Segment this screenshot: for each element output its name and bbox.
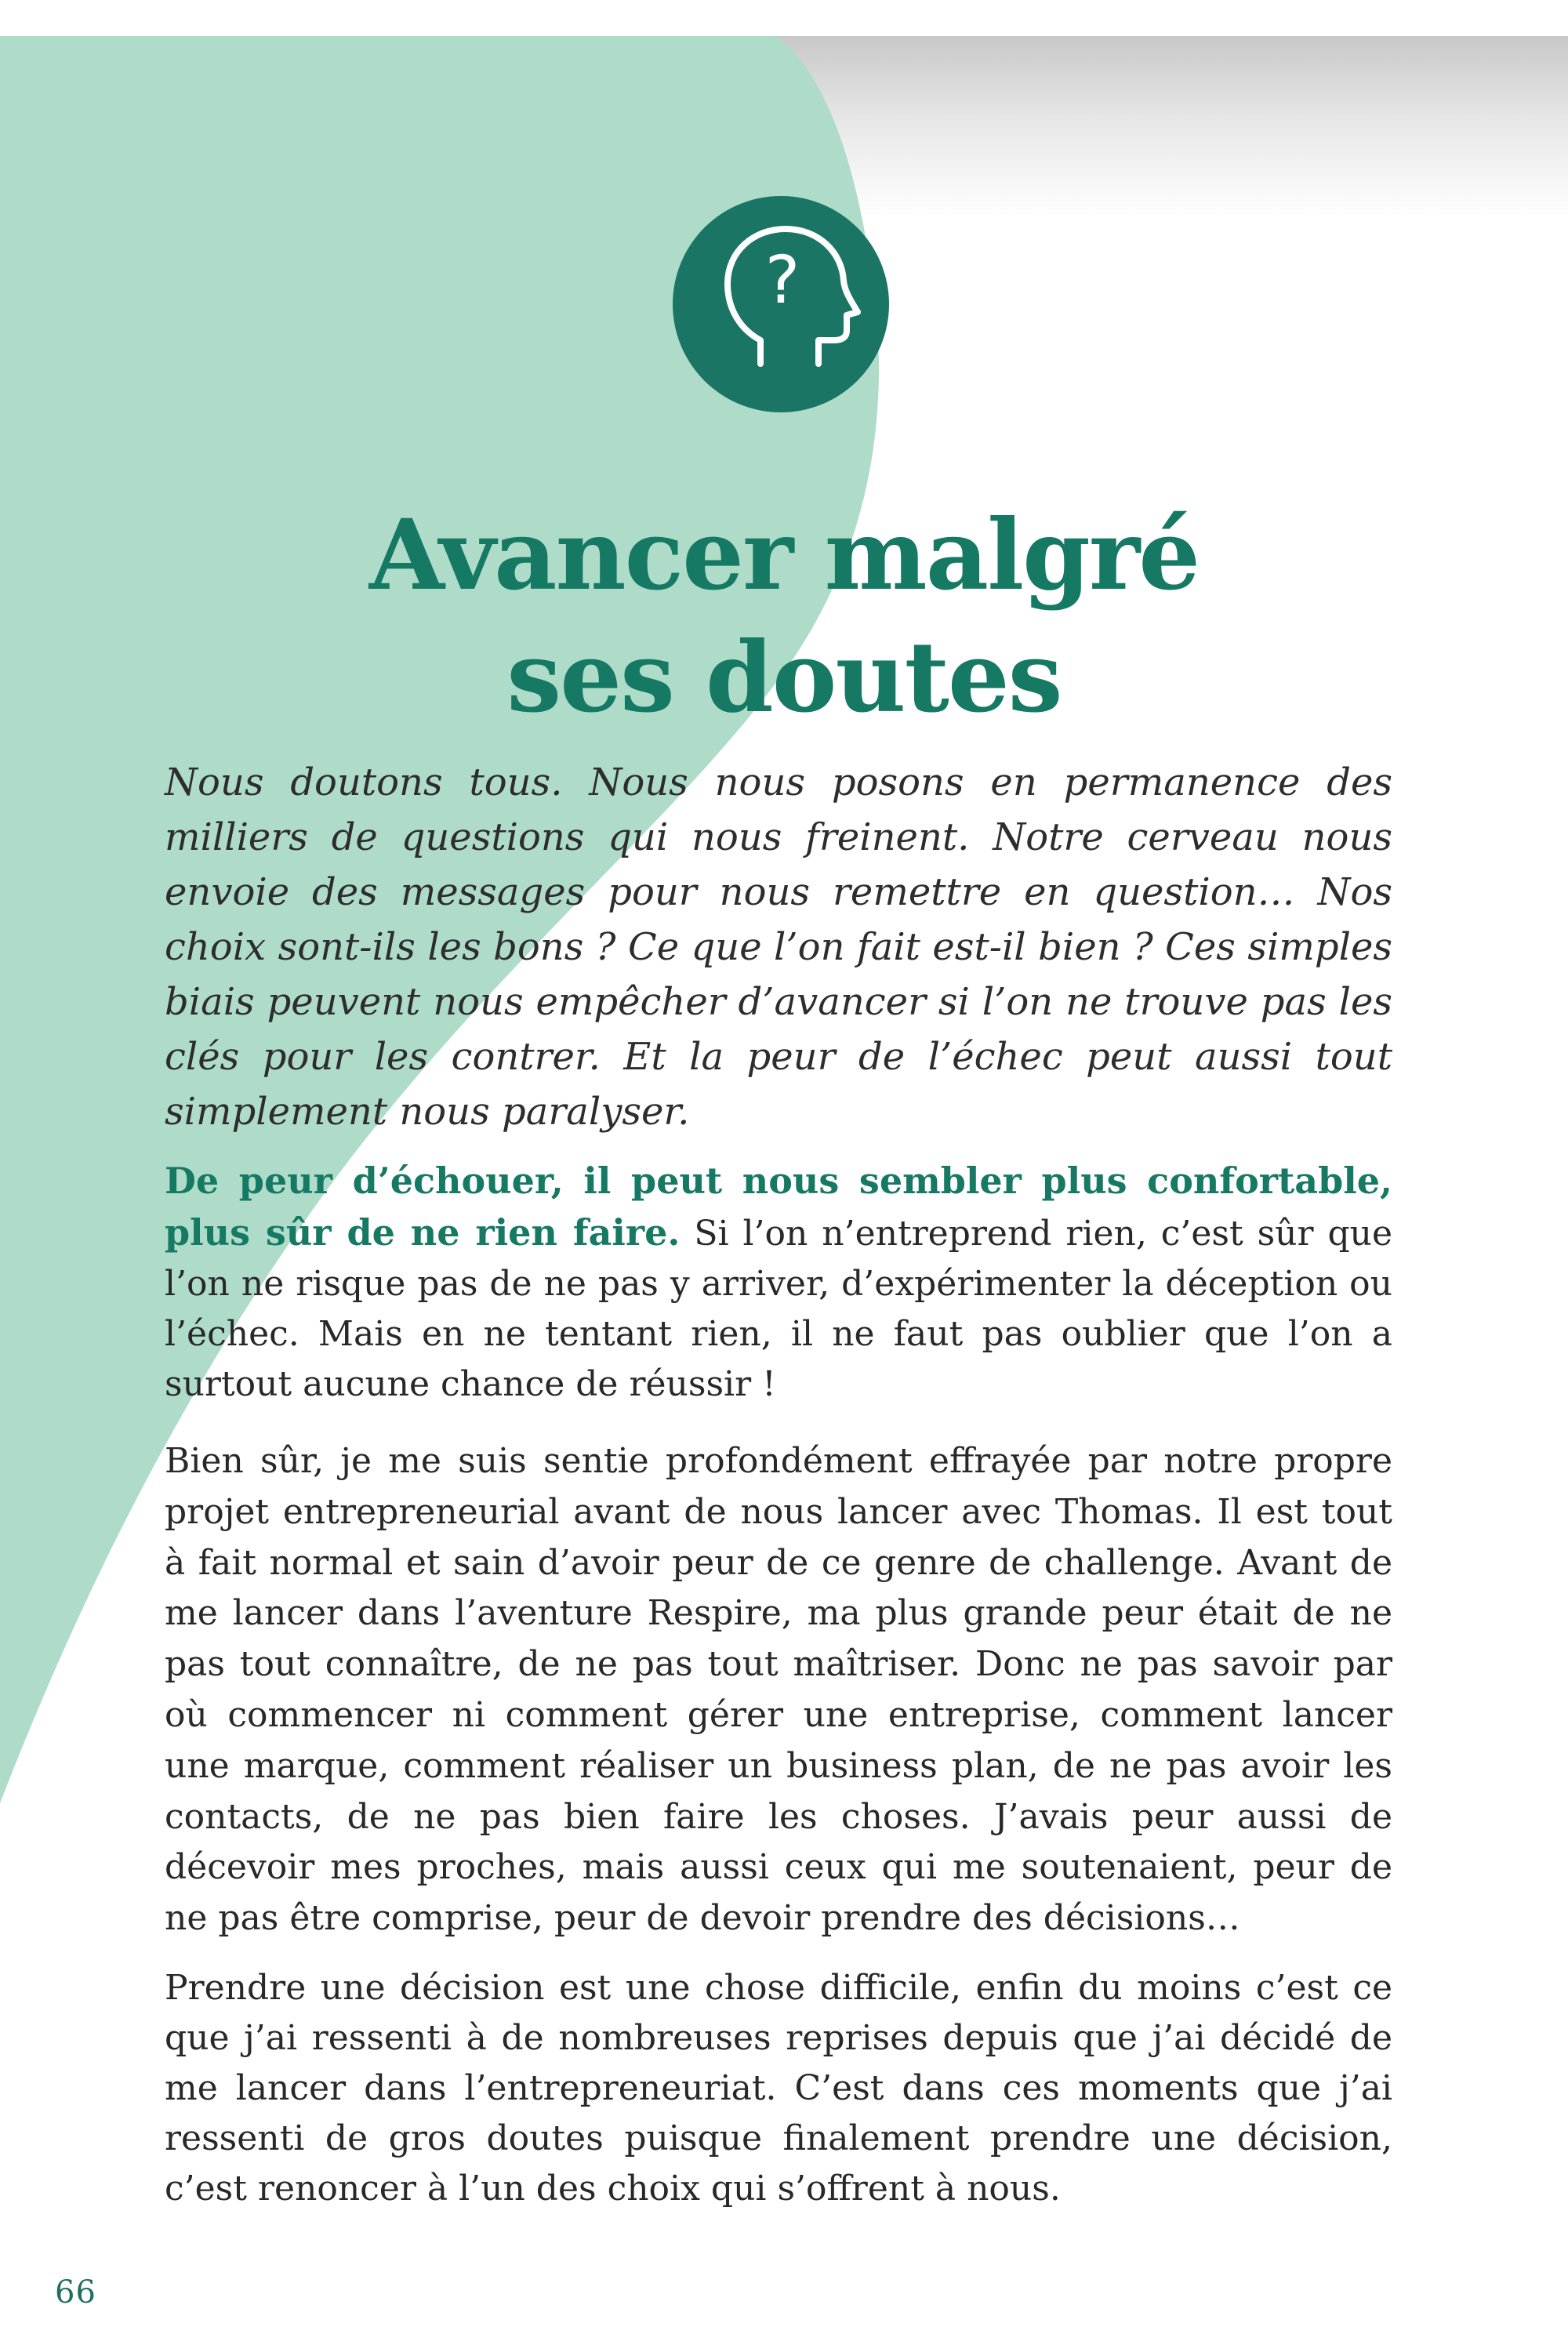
svg-text:?: ?	[764, 241, 800, 318]
paragraph-1	[165, 1156, 1392, 1410]
page-number: 66	[55, 2274, 96, 2310]
title-line-1: Avancer malgré	[368, 499, 1200, 613]
head-question-mark-icon	[673, 196, 889, 412]
title-line-2: ses doutes	[506, 621, 1062, 735]
paragraph-1-lead: De peur d’échouer, il peut nous sembler plus confortable, plus sûr de ne rien faire.	[165, 1160, 1392, 1254]
paragraph-1-text: Si l’on n’entreprend rien, c’est sûr que l’on ne risque pas de ne pas y arriver, d’expérimenter la déception ou l’échec. Mais en ne tentant rien, il ne faut pas oublier que l’on a surtout aucune chance de réussir !	[165, 1214, 1392, 1404]
page-title	[235, 495, 1333, 739]
paragraph-2: Bien sûr, je me suis sentie profondément effrayée par notre propre projet entrepreneurial avant de nous lancer avec Thomas. Il est tout à fait normal et sain d’avoir peur de ce genre de challenge. Avant de me lancer dans l’aventure Respire, ma plus grande peur était de ne pas tout connaître, de ne pas tout maîtriser. Donc ne pas savoir par où commencer ni comment gérer une entreprise, comment lancer une marque, comment réaliser un business plan, de ne pas avoir les contacts, de ne pas bien faire les choses. J’avais peur aussi de décevoir mes proches, mais aussi ceux qui me soutenaient, peur de ne pas être comprise, peur de devoir prendre des décisions…	[165, 1441, 1392, 1939]
intro-paragraph: Nous doutons tous. Nous nous posons en permanence des milliers de questions qui nous freinent. Notre cerveau nous envoie des messages pour nous remettre en question… Nos choix sont-ils les bons ? Ce que l’on fait est-il bien ? Ces simples biais peuvent nous empêcher d’avancer si l’on ne trouve pas les clés pour les contrer. Et la peur de l’échec peut aussi tout simplement nous paralyser.	[165, 760, 1392, 1134]
paragraph-3: Prendre une décision est une chose difficile, enfin du moins c’est ce que j’ai ressenti à de nombreuses reprises depuis que j’ai décidé de me lancer dans l’entrepreneuriat. C’est dans ces moments que j’ai ressenti de gros doutes puisque finalement prendre une décision, c’est renoncer à l’un des choix qui s’offrent à nous.	[165, 1968, 1392, 2209]
